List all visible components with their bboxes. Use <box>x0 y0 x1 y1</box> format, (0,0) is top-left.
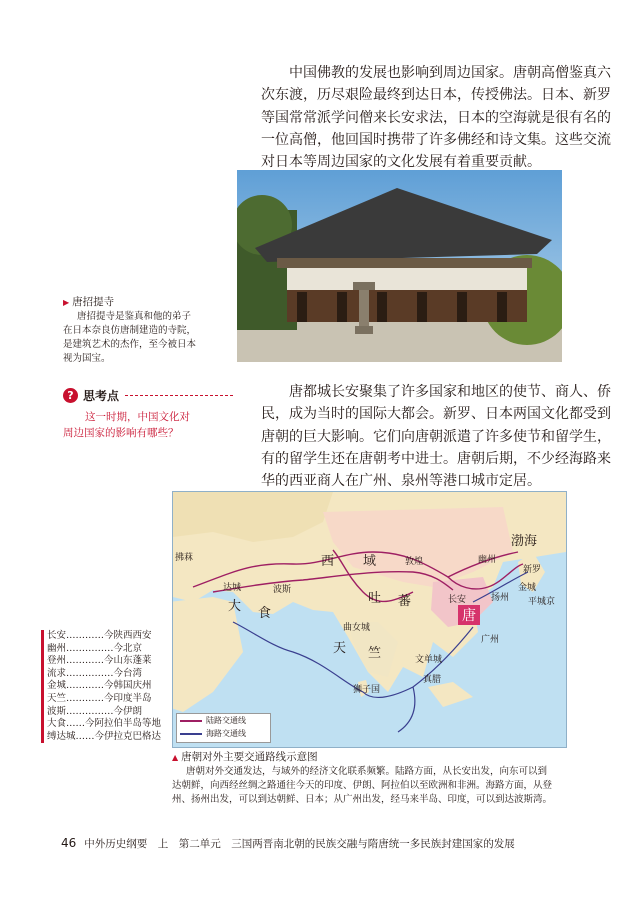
photo-caption-title: ▶ 唐招提寺 <box>63 296 115 308</box>
text-line: 一位高僧，他回国时携带了许多佛经和诗文集。这些交流 <box>261 131 611 148</box>
map-label-changan: 长安 <box>448 595 467 605</box>
map-label-tubo: 蕃 <box>398 594 412 609</box>
text-line: 华的西亚商人在广州、泉州等港口城市定居。 <box>261 473 541 490</box>
map-caption-title: ▲ 唐朝对外主要交通路线示意图 <box>172 751 318 763</box>
caption-line: 唐朝对外交通发达，与域外的经济文化联系频繁。陆路方面，从长安出发，向东可以到 <box>186 766 548 777</box>
text-line: 唐朝的巨大影响。它们向唐朝派遣了许多使节和留学生， <box>261 428 611 445</box>
glossary-item: 金城…………今韩国庆州 <box>47 680 152 692</box>
map-label-youzhou: 幽州 <box>478 555 497 565</box>
map-caption-text <box>172 765 572 807</box>
map-label-silla: 新罗 <box>523 565 542 575</box>
caption-line: 在日本奈良仿唐制建造的寺院， <box>63 325 197 336</box>
text-line: 有的留学生还在唐朝考中进士。唐朝后期，不少经海路来 <box>261 450 611 467</box>
paragraph-changan <box>261 381 611 492</box>
map-label-jincheng: 金城 <box>518 583 537 593</box>
map-label-dunhuang: 敦煌 <box>405 557 424 567</box>
text-line: 等国常常派学问僧来长安求法，日本的空海就是很有名的 <box>261 109 611 126</box>
glossary-item: 长安…………今陕西西安 <box>47 630 152 641</box>
map-label-dacheng: 达城 <box>223 583 242 593</box>
question-icon: ? <box>63 388 78 403</box>
caption-line: 视为国宝。 <box>63 353 111 364</box>
map-label-zhenla: 真腊 <box>423 675 442 685</box>
map-label-qunv: 曲女城 <box>343 623 371 633</box>
temple-photo-drawing <box>237 170 562 362</box>
page-footer <box>61 836 515 851</box>
question-line: 这一时期，中国文化对 <box>85 411 190 423</box>
map-label-fulin: 拂菻 <box>175 553 194 563</box>
map-label-dashi: 食 <box>258 606 272 621</box>
question-line: 周边国家的影响有哪些？ <box>63 427 179 439</box>
page-number: 46 <box>61 836 77 850</box>
map-label-tianzhu: 竺 <box>368 646 382 661</box>
map-label-shizi: 狮子国 <box>353 685 381 695</box>
paragraph-buddhism <box>261 62 611 173</box>
think-point-title: 思考点 <box>83 388 120 403</box>
legend-land-row: 陆路交通线 <box>177 714 270 727</box>
map-label-xiyu: 域 <box>363 554 377 569</box>
photo-caption <box>63 295 223 366</box>
text-line: 唐都城长安聚集了许多国家和地区的使节、商人、侨 <box>289 384 611 400</box>
caption-line: 州、扬州出发，可以到达朝鲜、日本；从广州出发，经马来半岛、印度，可以到达波斯湾。 <box>172 794 553 805</box>
tang-routes-map <box>172 491 567 748</box>
text-line: 民，成为当时的国际大都会。新罗、日本两国文化都受到 <box>261 406 611 423</box>
text-line: 中国佛教的发展也影响到周边国家。唐朝高僧鉴真六 <box>289 65 611 81</box>
map-label-tianzhu: 天 <box>333 641 347 656</box>
land-route-swatch <box>180 720 202 722</box>
glossary-item: 登州…………今山东蓬莱 <box>47 655 152 667</box>
map-label-bosi: 波斯 <box>273 585 292 595</box>
triangle-icon: ▲ <box>172 753 179 762</box>
text-line: 对日本等周边国家的文化发展有着重要贡献。 <box>261 154 541 171</box>
map-label-dashi: 大 <box>228 599 242 614</box>
legend-sea-row: 海路交通线 <box>177 727 270 740</box>
glossary-item: 波斯……………今伊朗 <box>47 705 143 717</box>
map-caption <box>172 750 572 807</box>
place-name-glossary <box>41 630 175 743</box>
caption-line: 唐招提寺是鉴真和他的弟子 <box>77 311 192 322</box>
glossary-item: 流求……………今台湾 <box>47 667 143 679</box>
map-label-tang: 唐 <box>458 605 480 625</box>
map-label-wendan: 文单城 <box>415 655 443 665</box>
glossary-item: 天竺…………今印度半岛 <box>47 692 152 704</box>
glossary-item: 大食……今阿拉伯半岛等地 <box>47 718 162 730</box>
map-label-xiyu: 西 <box>321 554 335 569</box>
triangle-icon: ▶ <box>63 298 70 307</box>
map-label-guangzhou: 广州 <box>481 635 500 645</box>
caption-line: 是建筑艺术的杰作，至今被日本 <box>63 339 197 350</box>
think-point-box <box>63 386 233 441</box>
caption-line: 达朝鲜，向西经丝绸之路通往今天的印度、伊朗、阿拉伯以至欧洲和非洲。海路方面，从登 <box>172 780 553 791</box>
text-line: 次东渡，历尽艰险最终到达日本，传授佛法。日本、新罗 <box>261 87 611 104</box>
map-label-heian: 平城京 <box>528 597 556 607</box>
sea-route-swatch <box>180 733 202 735</box>
map-label-yangzhou: 扬州 <box>491 593 510 603</box>
glossary-item: 幽州……………今北京 <box>47 642 143 654</box>
map-label-bohai: 渤海 <box>511 534 538 549</box>
think-point-question <box>63 409 233 441</box>
divider <box>125 395 233 396</box>
running-title: 中外历史纲要 上 第二单元 三国两晋南北朝的民族交融与隋唐统一多民族封建国家的发展 <box>84 838 515 850</box>
map-label-tubo: 吐 <box>368 591 382 606</box>
map-legend <box>176 713 271 743</box>
temple-photo <box>237 170 562 362</box>
photo-caption-text <box>63 310 223 366</box>
glossary-item: 缚达城……今伊拉克巴格达 <box>47 730 162 742</box>
think-point-header <box>63 386 233 404</box>
